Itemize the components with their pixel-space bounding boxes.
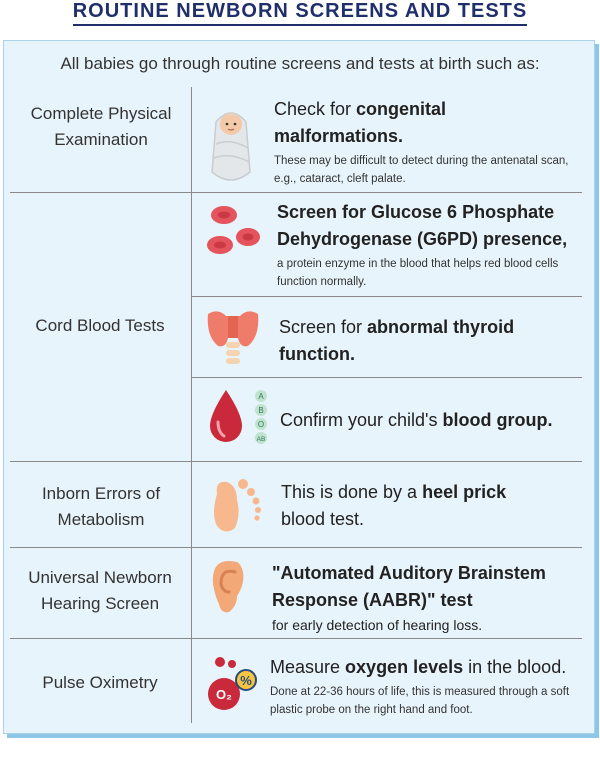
g6pd-text: [277, 199, 577, 291]
column-divider: [191, 87, 192, 723]
category-pulse-oximetry: Pulse Oximetry: [42, 673, 158, 692]
physical-exam-text: [274, 96, 574, 188]
blood-group-pre: Confirm your child's: [280, 410, 443, 430]
blood-group-bold: blood group.: [442, 410, 553, 430]
blood-types-icon: [252, 389, 270, 452]
oxygen-icon: [206, 656, 262, 717]
physical-pre: Check for: [274, 99, 357, 119]
physical-note: These may be difficult to detect during the antenatal scan, e.g., cataract, cleft palate.: [274, 155, 569, 185]
title-text: ROUTINE NEWBORN SCREENS AND TESTS: [73, 0, 528, 26]
pulse-pre: Measure: [270, 657, 346, 677]
page-title: [0, 0, 600, 23]
ear-icon: [207, 556, 247, 623]
metabolism-bold: heel prick: [422, 482, 507, 502]
o2-label: O₂: [216, 687, 232, 702]
baby-foot-icon: [207, 474, 267, 541]
pulse-note: Done at 22-36 hours of life, this is measured through a soft plastic probe on the right hand and foot.: [270, 686, 570, 716]
blood-drop-icon: [206, 388, 246, 451]
category-cord-blood: Cord Blood Tests: [35, 316, 165, 335]
thyroid-pre: Screen for: [279, 317, 368, 337]
metabolism-pre: This is done by a: [281, 482, 423, 502]
category-hearing: Universal Newborn Hearing Screen: [28, 568, 172, 613]
hearing-note: for early detection of hearing loss.: [272, 617, 483, 633]
blood-type-b: B: [258, 406, 264, 415]
hearing-text: [272, 560, 582, 636]
pulse-bold: oxygen levels: [345, 657, 464, 677]
pulse-post: in the blood.: [463, 657, 567, 677]
row-divider: [10, 547, 582, 548]
thyroid-icon: [204, 306, 262, 371]
thyroid-text: [279, 314, 569, 368]
blood-type-ab: AB: [256, 436, 266, 443]
category-physical-exam: Complete Physical Examination: [30, 104, 172, 149]
metabolism-text: [281, 479, 571, 533]
g6pd-bold: Screen for Glucose 6 Phosphate Dehydrogenase (G6PD) presence,: [277, 202, 568, 249]
thyroid-bold: abnormal thyroid function.: [279, 317, 515, 364]
row-divider: [191, 296, 582, 297]
pulse-text: [270, 654, 585, 719]
category-metabolism: Inborn Errors of Metabolism: [41, 484, 161, 529]
hearing-bold: "Automated Auditory Brainstem Response (AABR)" test: [272, 563, 546, 610]
swaddled-baby-icon: [206, 102, 256, 189]
intro-text: All babies go through routine screens and tests at birth such as:: [60, 54, 540, 73]
row-divider: [10, 638, 582, 639]
percent-label: %: [240, 673, 252, 688]
blood-type-a: A: [258, 392, 264, 401]
red-blood-cells-icon: [204, 203, 264, 266]
metabolism-post: blood test.: [281, 509, 365, 529]
blood-type-o: O: [257, 420, 265, 429]
row-divider: [191, 377, 582, 378]
row-divider: [10, 461, 582, 462]
row-divider: [10, 192, 582, 193]
g6pd-note: a protein enzyme in the blood that helps red blood cells function normally.: [277, 258, 559, 288]
blood-group-text: [280, 407, 580, 434]
physical-bold: congenital malformations.: [274, 99, 447, 146]
